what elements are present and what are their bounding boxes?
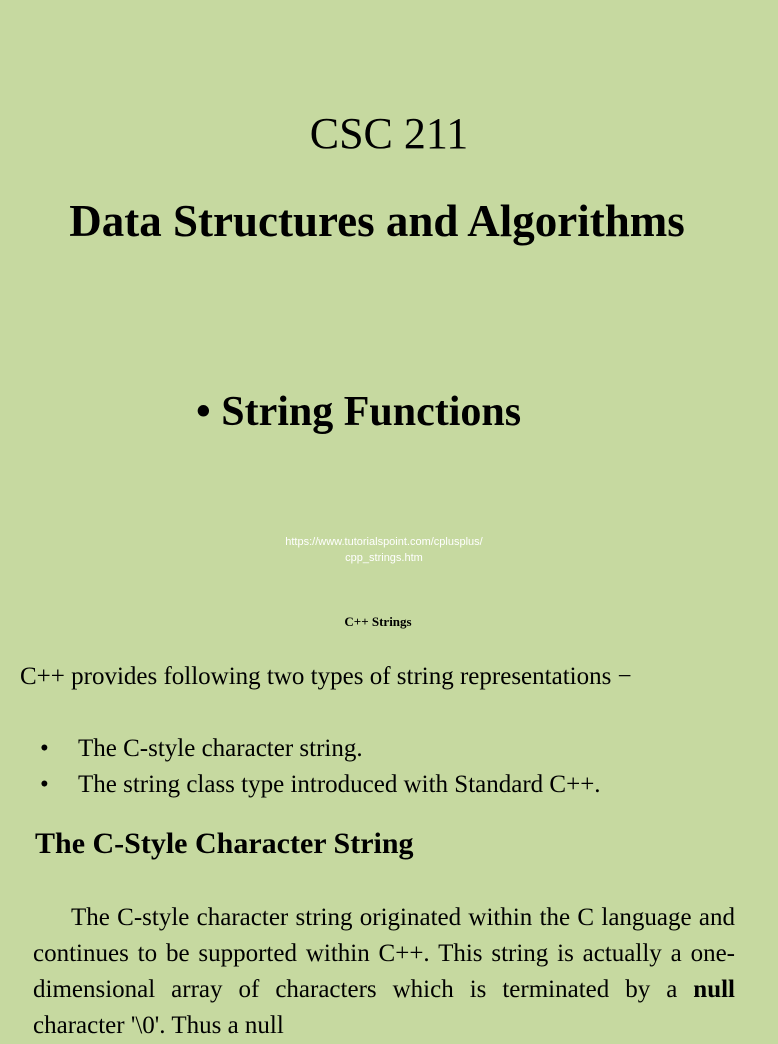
bullet-dot: • (40, 771, 49, 798)
source-url-line-1[interactable]: https://www.tutorialspoint.com/cplusplus/ (285, 536, 483, 548)
list-item (40, 731, 601, 767)
c-style-paragraph (33, 900, 735, 1044)
paragraph-text: The C-style character string originated within the C language and continues to be supported within C++. This string is actually a one-dimensional array of characters which is terminated by a (33, 904, 735, 1003)
paragraph-bold-term: null (693, 976, 735, 1003)
list-item-text: The string class type introduced with Standard C++. (78, 771, 601, 798)
topic-bullet: • (196, 389, 211, 435)
topic-heading (196, 386, 521, 438)
topic-label: String Functions (221, 389, 522, 435)
source-link[interactable] (0, 534, 768, 566)
list-item-text: The C-style character string. (78, 735, 363, 762)
intro-text: C++ provides following two types of string representations − (20, 663, 632, 690)
bullet-dot: • (40, 735, 49, 762)
c-style-heading: The C-Style Character String (35, 827, 414, 860)
course-title: Data Structures and Algorithms (69, 196, 685, 246)
string-types-list (40, 731, 601, 803)
list-item (40, 767, 601, 803)
paragraph-text-continued: character '\0'. Thus a null (33, 1012, 284, 1039)
course-code: CSC 211 (309, 109, 469, 158)
source-url-line-2[interactable]: cpp_strings.htm (345, 552, 423, 564)
section-label: C++ Strings (344, 614, 412, 629)
